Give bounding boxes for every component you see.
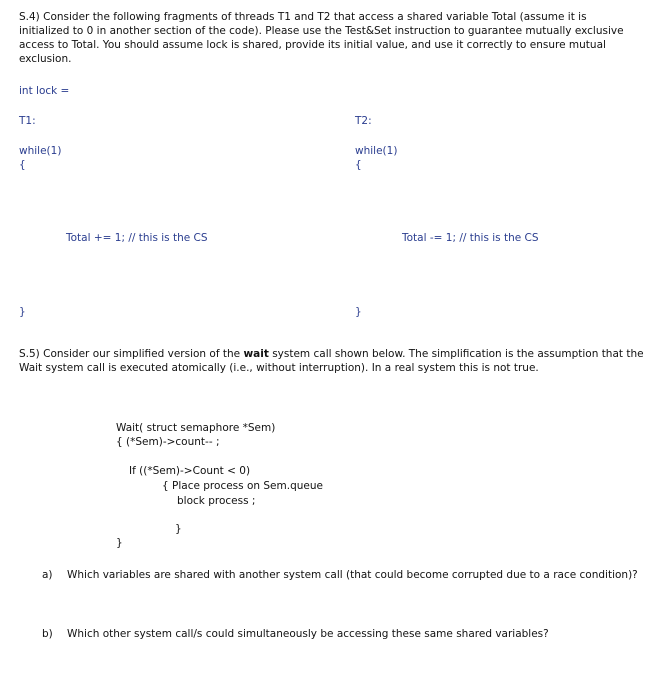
t1-while: while(1) <box>19 145 62 157</box>
q4-line-3: access to Total. You should assume lock is shared, provide its initial value, and use it correctly to ensure mutual <box>19 39 606 51</box>
question-a-label: a) <box>42 569 53 581</box>
q5-line-1-c: system call shown below. The simplification is the assumption that the <box>268 348 644 360</box>
question-b-label: b) <box>42 628 53 640</box>
wait-if: If ((*Sem)->Count < 0) <box>129 465 251 477</box>
t2-open-brace: { <box>355 159 362 171</box>
t1-open-brace: { <box>19 159 26 171</box>
wait-signature: Wait( struct semaphore *Sem) <box>116 422 276 434</box>
t2-close-brace: } <box>355 306 362 318</box>
question-b-text: Which other system call/s could simultaneously be accessing these same shared variables? <box>67 628 549 640</box>
q5-line-2: Wait system call is executed atomically (i.e., without interruption). In a real system this is not true. <box>19 362 539 374</box>
q4-line-2: initialized to 0 in another section of the code). Please use the Test&Set instruction to guarantee mutually exclusive <box>19 25 624 37</box>
wait-close: } <box>116 537 123 549</box>
q5-line-1 <box>19 347 644 361</box>
q4-line-1: S.4) Consider the following fragments of threads T1 and T2 that access a shared variable Total (assume it is <box>19 11 587 23</box>
wait-decrement: { (*Sem)->count-- ; <box>116 436 220 448</box>
t2-label: T2: <box>355 115 372 127</box>
q4-line-4: exclusion. <box>19 53 72 65</box>
wait-enqueue: { Place process on Sem.queue <box>162 480 323 492</box>
t1-close-brace: } <box>19 306 26 318</box>
wait-block: block process ; <box>177 495 256 507</box>
q5-wait-keyword: wait <box>243 348 269 360</box>
wait-if-close: } <box>175 523 182 535</box>
t1-label: T1: <box>19 115 36 127</box>
q5-line-1-a: S.5) Consider our simplified version of the <box>19 348 244 360</box>
t2-critical-section: Total -= 1; // this is the CS <box>402 232 539 244</box>
lock-declaration: int lock = <box>19 85 70 97</box>
question-a-text: Which variables are shared with another system call (that could become corrupted due to a race condition)? <box>67 569 638 581</box>
t2-while: while(1) <box>355 145 398 157</box>
t1-critical-section: Total += 1; // this is the CS <box>66 232 208 244</box>
